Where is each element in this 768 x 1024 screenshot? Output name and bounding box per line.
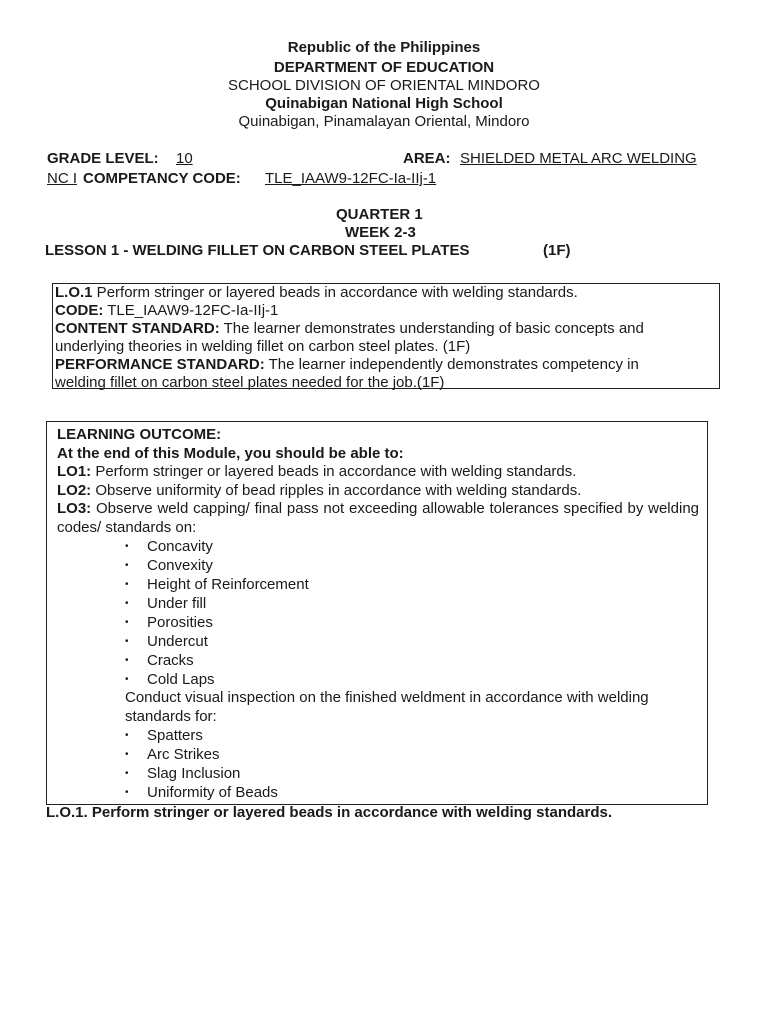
list-item: • Height of Reinforcement bbox=[125, 575, 699, 594]
week-label: WEEK 2-3 bbox=[345, 224, 416, 241]
list-item: • Convexity bbox=[125, 556, 699, 575]
division-line: SCHOOL DIVISION OF ORIENTAL MINDORO bbox=[228, 77, 540, 94]
department-line: DEPARTMENT OF EDUCATION bbox=[273, 59, 495, 76]
lo-line: L.O.1 Perform stringer or layered beads in accordance with welding standards. bbox=[55, 284, 578, 301]
performance-standard-line-2: welding fillet on carbon steel plates needed for the job.(1F) bbox=[55, 374, 445, 391]
school-name: Quinabigan National High School bbox=[265, 95, 503, 112]
defect-list bbox=[57, 537, 699, 689]
content-standard-line-2: underlying theories in welding fillet on carbon steel plates. (1F) bbox=[55, 338, 471, 355]
inspection-line: Conduct visual inspection on the finished weldment in accordance with welding bbox=[125, 689, 649, 706]
area-value: SHIELDED METAL ARC WELDING bbox=[460, 150, 697, 167]
lo3-line: LO3: Observe weld capping/ final pass not exceeding allowable tolerances specified by welding codes/ standards on: bbox=[57, 500, 699, 536]
competency-code-label: COMPETANCY CODE: bbox=[83, 170, 241, 187]
list-item: • Under fill bbox=[125, 594, 699, 613]
quarter-label: QUARTER 1 bbox=[336, 206, 423, 223]
list-item: • Cracks bbox=[125, 651, 699, 670]
list-item: • Arc Strikes bbox=[125, 745, 699, 764]
standards-box bbox=[52, 283, 720, 389]
republic-line: Republic of the Philippines bbox=[287, 39, 481, 56]
list-item: • Cold Laps bbox=[125, 670, 699, 689]
lo2-line: LO2: Observe uniformity of bead ripples in accordance with welding standards. bbox=[57, 481, 582, 499]
list-item: • Uniformity of Beads bbox=[125, 783, 699, 802]
learning-outcome-box bbox=[46, 421, 708, 805]
area-label: AREA: bbox=[403, 150, 451, 167]
grade-level-value: 10 bbox=[176, 150, 193, 167]
competency-code-value: TLE_IAAW9-12FC-Ia-IIj-1 bbox=[265, 170, 437, 187]
area-value-cont: NC I bbox=[47, 170, 77, 187]
list-item: • Undercut bbox=[125, 632, 699, 651]
list-item: • Slag Inclusion bbox=[125, 764, 699, 783]
code-line: CODE: TLE_IAAW9-12FC-Ia-IIj-1 bbox=[55, 302, 279, 319]
performance-standard-line: PERFORMANCE STANDARD: The learner independently demonstrates competency in bbox=[55, 356, 639, 373]
lesson-title: LESSON 1 - WELDING FILLET ON CARBON STEEL PLATES bbox=[45, 242, 470, 259]
content-standard-line: CONTENT STANDARD: The learner demonstrates understanding of basic concepts and bbox=[55, 320, 644, 337]
learning-outcome-heading: LEARNING OUTCOME: bbox=[57, 426, 222, 443]
list-item: • Spatters bbox=[125, 726, 699, 745]
inspection-list bbox=[57, 726, 699, 802]
section-heading: L.O.1. Perform stringer or layered beads in accordance with welding standards. bbox=[46, 804, 612, 821]
school-address: Quinabigan, Pinamalayan Oriental, Mindoro bbox=[238, 113, 530, 130]
list-item: • Porosities bbox=[125, 613, 699, 632]
learning-outcome-intro: At the end of this Module, you should be able to: bbox=[57, 444, 404, 462]
lo1-line: LO1: Perform stringer or layered beads in accordance with welding standards. bbox=[57, 463, 577, 480]
lesson-tag: (1F) bbox=[543, 242, 571, 259]
list-item: • Concavity bbox=[125, 537, 699, 556]
grade-level-label: GRADE LEVEL: bbox=[47, 150, 159, 167]
inspection-line-2: standards for: bbox=[125, 707, 217, 725]
